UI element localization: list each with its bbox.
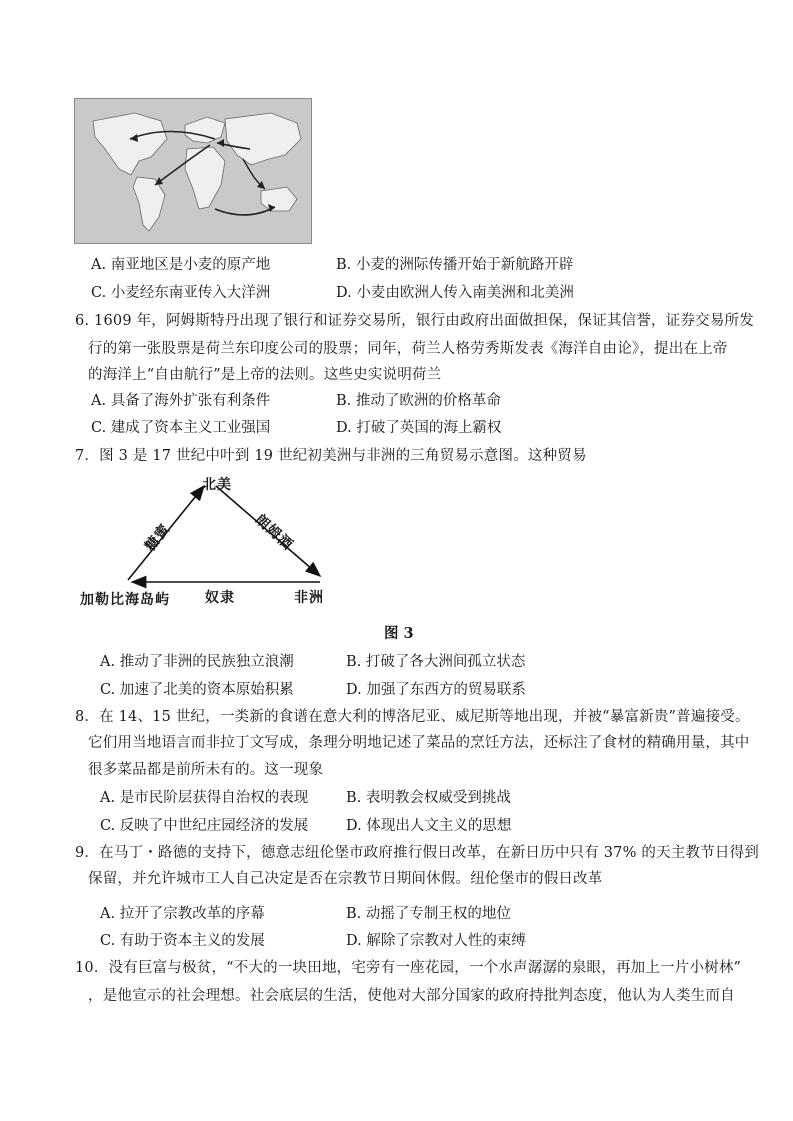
q5-option-c: C. 小麦经东南亚传入大洋洲	[91, 285, 271, 301]
q7-option-d: D. 加强了东西方的贸易联系	[346, 682, 526, 698]
q10-stem-line-1: 10．没有巨富与极贫，“不大的一块田地，宅旁有一座花园，一个水声潺潺的泉眼，再加上一片小树林”	[75, 960, 742, 976]
label-caribbean: 加勒比海岛屿	[80, 592, 170, 608]
q8-stem-line-1: 8．在 14、15 世纪，一类新的食谱在意大利的博洛尼亚、威尼斯等地出现，并被“暴富新贵”普遍接受。	[75, 709, 750, 725]
q8-stem-line-2: 它们用当地语言而非拉丁文写成，条理分明地记述了菜品的烹饪方法，还标注了食材的精确用量，其中	[88, 735, 750, 751]
world-map-image	[75, 99, 311, 243]
q8-option-d: D. 体现出人文主义的思想	[346, 818, 512, 834]
q6-stem-line-3: 的海洋上“自由航行”是上帝的法则。这些史实说明荷兰	[88, 367, 442, 383]
q6-option-a: A. 具备了海外扩张有利条件	[91, 393, 271, 409]
q8-option-a: A. 是市民阶层获得自治权的表现	[100, 790, 309, 806]
q7-stem-line: 7．图 3 是 17 世纪中叶到 19 世纪初美洲与非洲的三角贸易示意图。这种贸易	[75, 448, 587, 464]
q9-option-d: D. 解除了宗教对人性的束缚	[346, 933, 526, 949]
q8-stem-line-3: 很多菜品都是前所未有的。这一现象	[88, 762, 324, 778]
q8-option-c: C. 反映了中世纪庄园经济的发展	[100, 818, 309, 834]
q7-option-a: A. 推动了非洲的民族独立浪潮	[100, 654, 294, 670]
q5-option-a: A. 南亚地区是小麦的原产地	[91, 257, 271, 273]
q6-option-d: D. 打破了英国的海上霸权	[336, 420, 502, 436]
label-rum: 朗姆酒	[251, 511, 296, 554]
q9-stem-line-1: 9．在马丁・路德的支持下，德意志纽伦堡市政府推行假日改革，在新日历中只有 37% 的天主教节日得到	[75, 845, 759, 861]
q9-stem-line-2: 保留，并允许城市工人自己决定是否在宗教节日期间休假。纽伦堡市的假日改革	[88, 871, 603, 887]
q9-option-b: B. 动摇了专制王权的地位	[346, 906, 511, 922]
label-molasses: 糖蜜	[142, 520, 174, 555]
q6-stem-line-1: 6. 1609 年，阿姆斯特丹出现了银行和证券交易所，银行由政府出面做担保，保证其信誉，证券交易所发	[75, 313, 754, 329]
q7-option-c: C. 加速了北美的资本原始积累	[100, 682, 294, 698]
world-map-figure	[74, 98, 312, 244]
q8-option-b: B. 表明教会权威受到挑战	[346, 790, 511, 806]
label-north-america: 北美	[202, 477, 232, 493]
q6-stem-line-2: 行的第一张股票是荷兰东印度公司的股票；同年，荷兰人格劳秀斯发表《海洋自由论》，提出在上帝	[88, 341, 728, 357]
q5-option-d: D. 小麦由欧洲人传入南美洲和北美洲	[336, 285, 574, 301]
q5-option-b: B. 小麦的洲际传播开始于新航路开辟	[336, 257, 574, 273]
q7-option-b: B. 打破了各大洲间孤立状态	[346, 654, 526, 670]
q10-stem-line-2: ，是他宣示的社会理想。社会底层的生活，使他对大部分国家的政府持批判态度，他认为人类生而自	[88, 988, 735, 1004]
q9-option-c: C. 有助于资本主义的发展	[100, 933, 265, 949]
q6-option-b: B. 推动了欧洲的价格革命	[336, 393, 501, 409]
label-slaves: 奴隶	[205, 590, 235, 606]
label-africa: 非洲	[294, 590, 324, 606]
q9-option-a: A. 拉开了宗教改革的序幕	[100, 906, 265, 922]
q6-option-c: C. 建成了资本主义工业强国	[91, 420, 271, 436]
figure-3-caption: 图 3	[384, 625, 414, 642]
